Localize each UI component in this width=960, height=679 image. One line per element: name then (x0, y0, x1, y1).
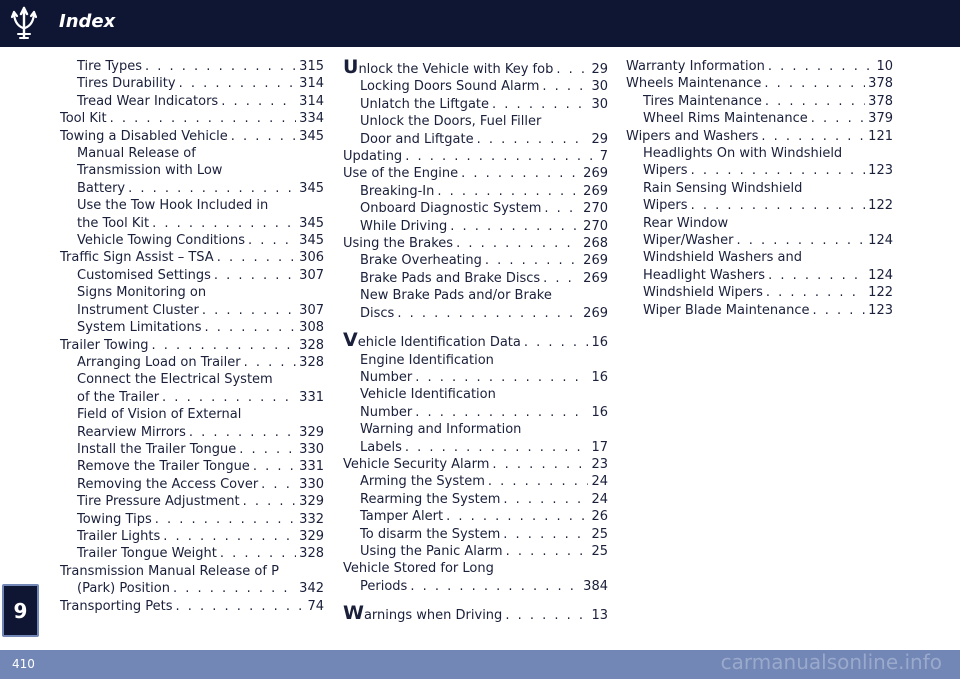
entry-page[interactable]: 10 (876, 59, 893, 74)
entry-text: Arming the System (360, 474, 485, 490)
entry-page[interactable]: 25 (591, 543, 608, 559)
index-entry[interactable] (60, 75, 324, 92)
entry-page[interactable]: 30 (591, 96, 608, 112)
entry-page[interactable]: 378 (868, 76, 893, 92)
entry-page[interactable]: 329 (299, 528, 324, 544)
leader-dots (189, 424, 296, 441)
entry-text: Onboard Diagnostic System (360, 201, 542, 217)
leader-dots (202, 302, 296, 319)
leader-dots (543, 270, 580, 287)
index-entry[interactable] (60, 215, 324, 232)
index-entry[interactable] (343, 491, 608, 508)
index-entry[interactable] (343, 508, 608, 525)
entry-page[interactable]: 268 (583, 236, 608, 252)
entry-page[interactable]: 121 (868, 128, 893, 144)
index-column-1 (60, 58, 324, 615)
leader-dots (488, 473, 589, 490)
entry-text-continued: Rear Window (643, 215, 729, 231)
leader-dots (766, 284, 865, 301)
leader-dots (410, 578, 580, 595)
entry-text: Trailer Lights (77, 528, 161, 544)
entry-page[interactable]: 16 (591, 335, 608, 351)
leader-dots (128, 180, 296, 197)
entry-page[interactable]: 329 (299, 424, 324, 440)
page-title: Index (59, 11, 116, 32)
leader-dots (811, 110, 865, 127)
leader-dots (151, 337, 296, 354)
entry-page[interactable]: 30 (591, 79, 608, 95)
index-entry[interactable] (60, 389, 324, 406)
entry-text: Discs (360, 305, 395, 321)
index-entry[interactable] (60, 302, 324, 319)
leader-dots (162, 389, 296, 406)
leader-dots (173, 580, 296, 597)
index-entry[interactable] (343, 604, 608, 624)
leader-dots (765, 93, 865, 110)
index-entry[interactable] (60, 511, 324, 528)
index-entry[interactable] (626, 128, 893, 145)
leader-dots (163, 528, 296, 545)
entry-page[interactable]: 29 (591, 131, 608, 147)
index-entry[interactable] (626, 58, 893, 75)
index-entry[interactable] (60, 337, 324, 354)
entry-page[interactable]: 308 (299, 320, 324, 336)
index-entry[interactable] (343, 270, 608, 287)
index-entry[interactable] (60, 528, 324, 545)
entry-page[interactable]: 378 (868, 93, 893, 109)
entry-text: Locking Doors Sound Alarm (360, 79, 540, 95)
entry-text: Unlatch the Liftgate (360, 96, 490, 112)
index-entry[interactable] (343, 96, 608, 113)
entry-text-continued: Transmission Manual Release of P (60, 563, 279, 579)
entry-text-continued: Warning and Information (360, 422, 522, 438)
entry-text-continued: New Brake Pads and/or Brake (360, 288, 552, 304)
entry-page[interactable]: 315 (299, 59, 324, 74)
entry-page[interactable]: 270 (583, 201, 608, 217)
entry-text-continued: Vehicle Stored for Long (343, 561, 494, 577)
letter-gap (343, 595, 608, 604)
entry-text: Towing a Disabled Vehicle (60, 128, 228, 144)
entry-text-continued: Engine Identification (360, 352, 494, 368)
index-entry[interactable] (343, 369, 608, 386)
entry-page[interactable]: 16 (591, 369, 608, 385)
leader-dots (204, 319, 296, 336)
entry-page[interactable]: 384 (583, 578, 608, 594)
entry-page[interactable]: 314 (299, 93, 324, 109)
entry-page[interactable]: 269 (583, 305, 608, 321)
leader-dots (503, 526, 588, 543)
index-entry[interactable] (60, 128, 324, 145)
index-entry[interactable] (60, 545, 324, 562)
index-entry[interactable] (343, 78, 608, 95)
index-entry[interactable] (626, 232, 893, 249)
entry-page[interactable]: 307 (299, 267, 324, 283)
index-entry[interactable] (343, 58, 608, 78)
entry-text: Wheel Rims Maintenance (643, 111, 808, 127)
leader-dots (768, 58, 874, 75)
index-entry[interactable] (343, 456, 608, 473)
entry-text-continued: Field of Vision of External (77, 407, 242, 423)
index-entry[interactable] (60, 180, 324, 197)
index-entry[interactable] (626, 284, 893, 301)
entry-text: Using the Brakes (343, 236, 454, 252)
index-entry[interactable] (60, 458, 324, 475)
index-entry[interactable] (343, 131, 608, 148)
entry-text: Breaking-In (360, 183, 435, 199)
section-letter: U (343, 56, 359, 78)
leader-dots (231, 128, 296, 145)
entry-text-continued: Signs Monitoring on (77, 285, 207, 301)
entry-text-continued: Transmission with Low (77, 163, 223, 179)
entry-text-continued: Use the Tow Hook Included in (77, 198, 269, 214)
leader-dots (761, 128, 865, 145)
index-entry[interactable] (60, 441, 324, 458)
index-entry[interactable] (343, 305, 608, 322)
entry-page[interactable]: 270 (583, 218, 608, 234)
index-entry[interactable] (343, 439, 608, 456)
index-entry[interactable] (343, 218, 608, 235)
leader-dots (542, 78, 588, 95)
entry-page[interactable]: 122 (868, 285, 893, 301)
leader-dots (691, 162, 866, 179)
entry-page[interactable]: 24 (591, 474, 608, 490)
entry-page[interactable]: 331 (299, 389, 324, 405)
entry-page[interactable]: 332 (299, 511, 324, 527)
entry-page[interactable]: 379 (868, 111, 893, 127)
leader-dots (461, 165, 580, 182)
leader-dots (556, 61, 588, 78)
leader-dots (764, 75, 865, 92)
index-entry[interactable] (60, 580, 324, 597)
entry-page[interactable]: 269 (583, 270, 608, 286)
leader-dots (214, 267, 296, 284)
entry-page[interactable]: 329 (299, 494, 324, 510)
entry-text: of the Trailer (77, 389, 160, 405)
entry-page[interactable]: 24 (591, 491, 608, 507)
leader-dots (524, 334, 589, 351)
entry-page[interactable]: 16 (591, 404, 608, 420)
page-header (0, 0, 960, 47)
leader-dots (768, 267, 865, 284)
entry-text: Use of the Engine (343, 166, 459, 182)
section-letter: V (343, 329, 358, 352)
entry-page[interactable]: 124 (868, 267, 893, 283)
entry-page[interactable]: 17 (591, 439, 608, 455)
entry-text: Rearview Mirrors (77, 424, 186, 440)
entry-text: Door and Liftgate (360, 131, 474, 147)
entry-page[interactable]: 122 (868, 198, 893, 214)
watermark: carmanualsonline.info (720, 650, 942, 674)
entry-page[interactable]: 23 (591, 456, 608, 472)
entry-text: Vehicle Security Alarm (343, 456, 490, 472)
index-entry[interactable] (626, 110, 893, 127)
page-number: 410 (12, 657, 35, 671)
entry-page[interactable]: 26 (591, 509, 608, 525)
entry-text: Remove the Trailer Tongue (77, 459, 250, 475)
entry-page[interactable]: 124 (868, 233, 893, 249)
leader-dots (437, 183, 580, 200)
entry-page[interactable]: 345 (299, 180, 324, 196)
index-entry[interactable] (60, 598, 324, 615)
entry-page[interactable]: 328 (299, 546, 324, 562)
index-entry[interactable] (343, 252, 608, 269)
leader-dots (405, 439, 589, 456)
index-entry[interactable] (343, 148, 608, 165)
index-entry[interactable] (60, 493, 324, 510)
index-entry[interactable] (343, 526, 608, 543)
entry-page[interactable]: 328 (299, 337, 324, 353)
leader-dots (503, 491, 588, 508)
letter-gap (343, 322, 608, 331)
entry-text: Trailer Tongue Weight (77, 546, 217, 562)
index-entry[interactable] (60, 354, 324, 371)
entry-page[interactable]: 328 (299, 354, 324, 370)
entry-text: (Park) Position (77, 581, 170, 597)
leader-dots (813, 302, 866, 319)
leader-dots (505, 607, 588, 624)
leader-dots (243, 493, 297, 510)
leader-dots (110, 110, 297, 127)
entry-text: Rearming the System (360, 491, 501, 507)
entry-text: Tread Wear Indicators (77, 93, 219, 109)
entry-page[interactable]: 269 (583, 253, 608, 269)
entry-page[interactable]: 342 (299, 581, 324, 597)
entry-text: Tamper Alert (360, 509, 444, 525)
entry-text: Transporting Pets (60, 598, 173, 614)
entry-text: Wipers (643, 198, 688, 214)
leader-dots (456, 235, 580, 252)
entry-page[interactable]: 25 (591, 526, 608, 542)
entry-page[interactable]: 330 (299, 476, 324, 492)
leader-dots (244, 354, 297, 371)
index-entry[interactable] (626, 75, 893, 92)
entry-text: Wipers and Washers (626, 128, 759, 144)
index-entry[interactable] (60, 93, 324, 110)
leader-dots (152, 215, 296, 232)
index-entry[interactable] (60, 319, 324, 336)
index-entry[interactable] (60, 232, 324, 249)
entry-text: Periods (360, 578, 408, 594)
index-entry[interactable] (626, 267, 893, 284)
leader-dots (446, 508, 588, 525)
entry-text: Vehicle Towing Conditions (77, 233, 245, 249)
entry-text: Wiper Blade Maintenance (643, 302, 810, 318)
leader-dots (485, 252, 580, 269)
entry-text: Towing Tips (77, 511, 152, 527)
leader-dots (221, 93, 296, 110)
entry-text: Customised Settings (77, 267, 211, 283)
entry-text: Wiper/Washer (643, 233, 734, 249)
entry-text: Brake Pads and Brake Discs (360, 270, 541, 286)
entry-text: Vehicle Identification Data (343, 329, 521, 352)
entry-text: Wipers (643, 163, 688, 179)
leader-dots (737, 232, 866, 249)
entry-text-continued: Vehicle Identification (360, 387, 496, 403)
entry-text: To disarm the System (360, 526, 501, 542)
entry-text: Tire Types (77, 59, 142, 74)
entry-text: Traffic Sign Assist – TSA (60, 250, 214, 266)
leader-dots (691, 197, 866, 214)
entry-page[interactable]: 345 (299, 215, 324, 231)
leader-dots (220, 545, 296, 562)
leader-dots (477, 131, 589, 148)
entry-text: While Driving (360, 218, 448, 234)
leader-dots (248, 232, 296, 249)
entry-page[interactable]: 123 (868, 302, 893, 318)
leader-dots (261, 476, 296, 493)
entry-text: Labels (360, 439, 402, 455)
entry-page[interactable]: 345 (299, 128, 324, 144)
entry-text: Windshield Wipers (643, 285, 763, 301)
leader-dots (397, 305, 580, 322)
leader-dots (179, 75, 297, 92)
entry-text: Tool Kit (60, 111, 107, 127)
entry-page[interactable]: 331 (299, 459, 324, 475)
entry-page[interactable]: 123 (868, 163, 893, 179)
entry-text: Warranty Information (626, 59, 765, 74)
entry-page[interactable]: 269 (583, 183, 608, 199)
index-entry[interactable] (60, 424, 324, 441)
leader-dots (253, 458, 296, 475)
leader-dots (175, 598, 304, 615)
entry-text-continued: Windshield Washers and (643, 250, 802, 266)
entry-text-continued: Rain Sensing Windshield (643, 180, 803, 196)
entry-text: Wheels Maintenance (626, 76, 762, 92)
entry-text: Install the Trailer Tongue (77, 441, 237, 457)
entry-text: Arranging Load on Trailer (77, 354, 241, 370)
entry-page[interactable]: 330 (299, 441, 324, 457)
index-entry[interactable] (60, 110, 324, 127)
entry-text: Trailer Towing (60, 337, 149, 353)
leader-dots (415, 369, 588, 386)
entry-page[interactable]: 314 (299, 76, 324, 92)
leader-dots (492, 96, 588, 113)
index-entry[interactable] (343, 543, 608, 560)
entry-text-continued: Headlights On with Windshield (643, 146, 843, 162)
entry-text: Removing the Access Cover (77, 476, 259, 492)
leader-dots (239, 441, 296, 458)
index-entry[interactable] (343, 235, 608, 252)
entry-text: Updating (343, 149, 403, 165)
leader-dots (450, 218, 580, 235)
entry-page[interactable]: 345 (299, 233, 324, 249)
index-column-2 (343, 58, 608, 625)
index-entry[interactable] (626, 93, 893, 110)
entry-text: Number (360, 404, 413, 420)
entry-text: Number (360, 369, 413, 385)
index-entry[interactable] (343, 578, 608, 595)
entry-text: Using the Panic Alarm (360, 543, 503, 559)
entry-text: Tires Maintenance (643, 93, 762, 109)
entry-text: Tires Durability (77, 76, 176, 92)
entry-page[interactable]: 334 (299, 111, 324, 127)
entry-page[interactable]: 306 (299, 250, 324, 266)
index-entry[interactable] (60, 267, 324, 284)
entry-text: Brake Overheating (360, 253, 482, 269)
entry-text: Instrument Cluster (77, 302, 199, 318)
index-entry[interactable] (60, 249, 324, 266)
entry-text: Battery (77, 180, 126, 196)
leader-dots (492, 456, 588, 473)
index-entry[interactable] (343, 165, 608, 182)
index-entry[interactable] (343, 200, 608, 217)
entry-text-continued: Connect the Electrical System (77, 372, 273, 388)
leader-dots (506, 543, 589, 560)
entry-page[interactable]: 307 (299, 302, 324, 318)
index-entry[interactable] (343, 183, 608, 200)
index-entry[interactable] (626, 197, 893, 214)
index-entry[interactable] (626, 162, 893, 179)
entry-text: Tire Pressure Adjustment (77, 494, 240, 510)
entry-page[interactable]: 29 (591, 62, 608, 77)
entry-page[interactable]: 269 (583, 166, 608, 182)
trident-logo-icon (6, 4, 42, 44)
entry-text: Unlock the Vehicle with Key fob (343, 56, 554, 78)
entry-text: the Tool Kit (77, 215, 150, 231)
leader-dots (544, 200, 580, 217)
leader-dots (415, 404, 588, 421)
index-entry[interactable] (60, 476, 324, 493)
entry-page[interactable]: 74 (307, 598, 324, 614)
entry-text-continued: Unlock the Doors, Fuel Filler (360, 114, 542, 130)
entry-text-continued: Manual Release of (77, 146, 196, 162)
leader-dots (405, 148, 597, 165)
index-column-3 (626, 58, 893, 319)
entry-text: Headlight Washers (643, 267, 766, 283)
entry-text: System Limitations (77, 320, 202, 336)
index-entry[interactable] (343, 404, 608, 421)
entry-page[interactable]: 13 (591, 608, 608, 624)
index-entry[interactable] (343, 331, 608, 351)
index-entry[interactable] (626, 302, 893, 319)
section-letter: W (343, 602, 364, 625)
index-entry[interactable] (343, 473, 608, 490)
leader-dots (217, 249, 296, 266)
leader-dots (155, 511, 296, 528)
entry-page[interactable]: 7 (599, 149, 608, 165)
leader-dots (145, 58, 296, 75)
chapter-tab[interactable]: 9 (2, 584, 39, 637)
index-entry[interactable] (60, 58, 324, 75)
entry-text: Warnings when Driving (343, 602, 503, 625)
